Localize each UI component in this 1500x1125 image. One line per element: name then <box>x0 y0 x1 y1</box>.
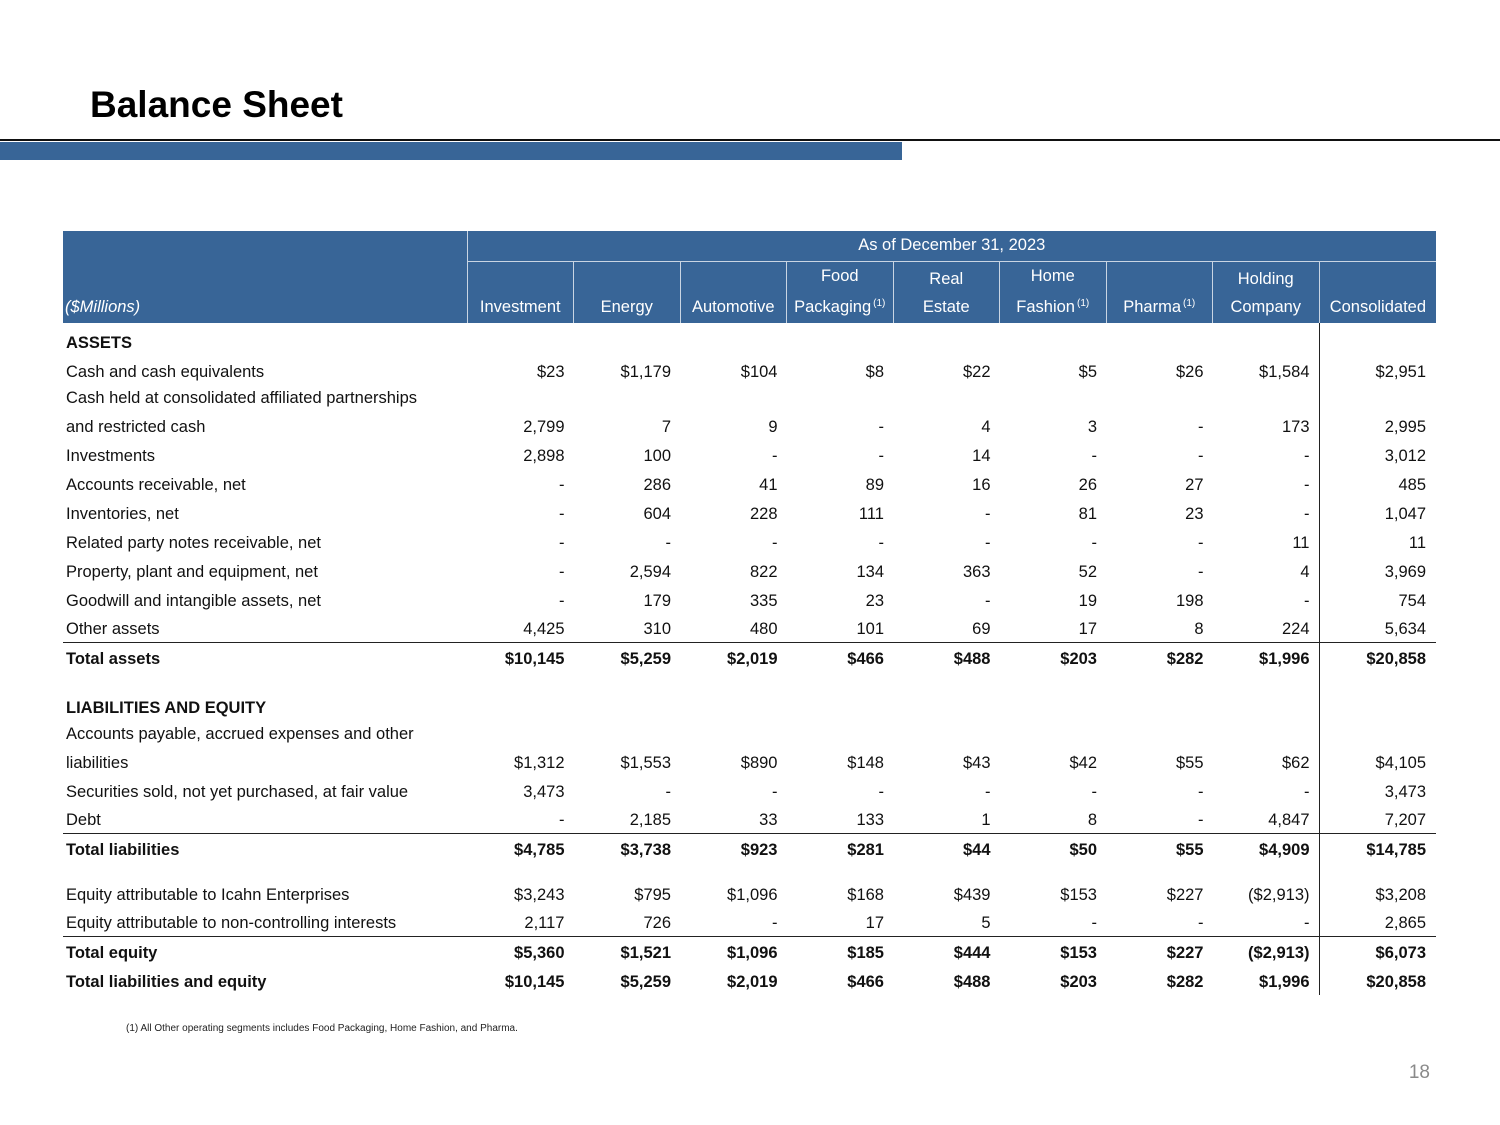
table-cell: 4,847 <box>1268 811 1310 829</box>
row-label: LIABILITIES AND EQUITY <box>66 698 267 717</box>
table-cell: - <box>1091 782 1097 801</box>
table-cell: $1,521 <box>574 937 681 966</box>
table-row <box>63 556 1436 585</box>
table-cell: $6,073 <box>1319 937 1436 966</box>
table-cell: $282 <box>1166 972 1204 991</box>
row-label: and restricted cash <box>66 417 206 436</box>
table-cell: 16 <box>972 475 991 494</box>
table-cell: - <box>1091 446 1097 465</box>
table-cell: - <box>1198 914 1204 932</box>
table-row <box>63 411 1436 440</box>
table-cell: $104 <box>740 362 778 381</box>
table-cell: - <box>985 782 991 801</box>
table-cell: - <box>559 591 565 610</box>
table-cell: 228 <box>749 504 778 523</box>
table-cell: $153 <box>1000 937 1107 966</box>
column-header: Holding Company <box>1213 261 1320 323</box>
table-cell: 604 <box>643 504 671 523</box>
row-label: Equity attributable to Icahn Enterprises <box>66 885 350 904</box>
table-cell: - <box>1198 562 1204 581</box>
table-cell: 23 <box>865 591 884 610</box>
table-cell: $55 <box>1175 753 1204 772</box>
table-cell: - <box>772 533 778 552</box>
table-cell: - <box>1198 533 1204 552</box>
column-header: Automotive <box>680 261 787 323</box>
table-cell: 7 <box>661 417 671 436</box>
table-cell: 5 <box>981 914 991 932</box>
table-cell: 2,898 <box>523 446 565 465</box>
table-cell: - <box>1304 504 1310 523</box>
table-cell: $203 <box>1000 643 1107 672</box>
table-row <box>63 805 1436 834</box>
table-cell: $10,145 <box>467 643 574 672</box>
table-cell: 2,865 <box>1319 908 1436 937</box>
page-title: Balance Sheet <box>90 84 343 125</box>
table-row <box>63 356 1436 385</box>
table-cell: 2,117 <box>524 914 565 932</box>
table-cell: 726 <box>643 914 671 932</box>
table-cell: 310 <box>643 620 671 638</box>
row-label: Investments <box>66 446 155 465</box>
table-cell: 11 <box>1292 533 1310 552</box>
table-cell: $5 <box>1078 362 1097 381</box>
table-cell: 3,473 <box>1319 776 1436 805</box>
table-cell: $444 <box>893 937 1000 966</box>
table-cell: - <box>772 782 778 801</box>
table-cell: - <box>1198 417 1204 436</box>
table-cell: 3,473 <box>523 782 565 801</box>
table-cell: - <box>1304 475 1310 494</box>
table-cell: 754 <box>1319 585 1436 614</box>
table-cell: $5,259 <box>574 643 681 672</box>
table-cell: $3,738 <box>574 834 681 863</box>
table-cell: $203 <box>1060 972 1097 991</box>
table-cell: 4,425 <box>523 620 565 638</box>
table-cell: $23 <box>536 362 565 381</box>
table-cell: $1,096 <box>680 937 787 966</box>
table-row <box>63 834 1436 863</box>
table-cell: ($2,913) <box>1248 885 1310 904</box>
table-cell: $1,584 <box>1259 362 1310 381</box>
header-row-date <box>63 231 1436 261</box>
column-header: Energy <box>574 261 681 323</box>
date-header: As of December 31, 2023 <box>467 231 1436 261</box>
table-cell: $923 <box>680 834 787 863</box>
table-cell: $148 <box>847 753 884 772</box>
table-cell: $153 <box>1060 885 1097 904</box>
header-row-columns <box>63 261 1436 323</box>
table-cell: $227 <box>1166 885 1204 904</box>
table-cell: - <box>1304 782 1310 801</box>
table-cell: 17 <box>1078 620 1097 638</box>
table-cell: 5,634 <box>1319 614 1436 643</box>
row-label: Accounts payable, accrued expenses and other <box>66 724 414 743</box>
table-cell: $1,179 <box>620 362 671 381</box>
table-cell: 363 <box>962 562 991 581</box>
table-cell: 1,047 <box>1319 498 1436 527</box>
table-row <box>63 643 1436 672</box>
table-cell: $14,785 <box>1319 834 1436 863</box>
table-cell: 4 <box>981 417 991 436</box>
table-cell: 9 <box>768 417 778 436</box>
table-body <box>63 323 1436 995</box>
table-cell: $890 <box>740 753 778 772</box>
table-cell: - <box>772 914 778 932</box>
table-cell: $4,909 <box>1213 834 1320 863</box>
table-row <box>63 688 1436 721</box>
table-cell: 14 <box>972 446 991 465</box>
row-label: Equity attributable to non-controlling interests <box>66 914 397 932</box>
table-cell: $439 <box>953 885 991 904</box>
table-cell: 1 <box>981 811 991 829</box>
table-cell: - <box>878 417 884 436</box>
table-cell: $1,996 <box>1259 972 1310 991</box>
table-cell: 111 <box>858 504 884 523</box>
table-cell: - <box>878 446 884 465</box>
page-number: 18 <box>1408 1062 1430 1083</box>
row-label: Total assets <box>63 643 467 672</box>
table-cell: - <box>559 562 565 581</box>
table-cell: $26 <box>1175 362 1204 381</box>
table-cell: 7,207 <box>1319 805 1436 834</box>
column-header: Pharma $^{(1)}$ <box>1106 261 1213 323</box>
table-cell: $22 <box>962 362 991 381</box>
table-cell: $62 <box>1281 753 1310 772</box>
table-cell: $44 <box>893 834 1000 863</box>
table-cell: 335 <box>749 591 778 610</box>
table-cell: $42 <box>1069 753 1097 772</box>
table-cell: 52 <box>1078 562 1097 581</box>
table-cell: - <box>985 591 991 610</box>
table-row <box>63 614 1436 643</box>
table-cell: 19 <box>1078 591 1097 610</box>
table-cell: 3 <box>1087 417 1097 436</box>
row-label: Goodwill and intangible assets, net <box>66 591 321 610</box>
table-cell: 26 <box>1078 475 1097 494</box>
column-header: Food Packaging $^{(1)}$ <box>787 261 894 323</box>
table-row <box>63 585 1436 614</box>
table-cell: $2,951 <box>1319 356 1436 385</box>
table-cell: $282 <box>1106 643 1213 672</box>
column-header: Consolidated <box>1319 261 1436 323</box>
table-row <box>63 469 1436 498</box>
table-cell: $20,858 <box>1319 966 1436 995</box>
balance-sheet-table <box>63 231 1436 995</box>
table-cell: - <box>1091 533 1097 552</box>
table-cell: 8 <box>1087 811 1097 829</box>
table-cell: $281 <box>787 834 894 863</box>
table-cell: - <box>559 533 565 552</box>
table-row <box>63 937 1436 966</box>
row-label: liabilities <box>66 753 129 772</box>
table-cell: 2,799 <box>523 417 565 436</box>
table-cell: - <box>559 475 565 494</box>
table-cell: $1,996 <box>1213 643 1320 672</box>
column-header: Home Fashion $^{(1)}$ <box>1000 261 1107 323</box>
column-header: Investment <box>467 261 574 323</box>
table-cell: - <box>1304 914 1310 932</box>
table-cell: - <box>1198 811 1204 829</box>
table-cell: 69 <box>972 620 991 638</box>
table-cell: 2,995 <box>1319 411 1436 440</box>
row-label: Total equity <box>63 937 467 966</box>
table-cell: - <box>878 782 884 801</box>
table-row <box>63 879 1436 908</box>
row-label: Total liabilities and equity <box>66 972 267 991</box>
table-cell: $1,096 <box>727 885 778 904</box>
table-cell: - <box>559 504 565 523</box>
table-cell: 17 <box>865 914 884 932</box>
table-cell: 286 <box>643 475 671 494</box>
table-cell: 179 <box>643 591 671 610</box>
title-rule <box>0 139 1500 141</box>
table-cell: $795 <box>634 885 671 904</box>
table-cell: - <box>1304 446 1310 465</box>
table-cell: $2,019 <box>727 972 778 991</box>
row-label: Inventories, net <box>66 504 179 523</box>
row-label: Cash held at consolidated affiliated partnerships <box>66 388 418 407</box>
table-row <box>63 776 1436 805</box>
table-cell: - <box>665 782 671 801</box>
table-cell: $168 <box>847 885 884 904</box>
table-row <box>63 323 1436 356</box>
table-cell: 27 <box>1185 475 1204 494</box>
table-cell: - <box>772 446 778 465</box>
units-label: ($Millions) <box>63 261 467 323</box>
table-cell: 3,012 <box>1319 440 1436 469</box>
row-label: Total liabilities <box>63 834 467 863</box>
table-cell: $3,208 <box>1319 879 1436 908</box>
table-row <box>63 747 1436 776</box>
table-cell: 134 <box>856 562 884 581</box>
table-cell: - <box>985 504 991 523</box>
table-cell: $488 <box>893 643 1000 672</box>
table-cell: $227 <box>1106 937 1213 966</box>
table-cell: 41 <box>759 475 778 494</box>
table-cell: 101 <box>856 620 884 638</box>
table-cell: - <box>985 533 991 552</box>
table-row <box>63 908 1436 937</box>
table-row <box>63 966 1436 995</box>
table-cell: 33 <box>759 811 778 829</box>
table-cell: 224 <box>1281 620 1310 638</box>
table-cell: $3,243 <box>514 885 565 904</box>
table-cell: $10,145 <box>504 972 565 991</box>
table-cell: $4,105 <box>1319 747 1436 776</box>
table-cell: 480 <box>749 620 778 638</box>
table-cell: - <box>1091 914 1097 932</box>
row-label: Cash and cash equivalents <box>66 362 265 381</box>
row-label: Accounts receivable, net <box>66 475 246 494</box>
table-cell: $466 <box>847 972 884 991</box>
table-cell: $2,019 <box>680 643 787 672</box>
table-cell: - <box>878 533 884 552</box>
table-cell: 822 <box>749 562 778 581</box>
table-cell: $4,785 <box>467 834 574 863</box>
table-cell: $1,312 <box>514 753 565 772</box>
table-cell: 89 <box>865 475 884 494</box>
table-row <box>63 527 1436 556</box>
column-header: Real Estate <box>893 261 1000 323</box>
table-cell: 3,969 <box>1319 556 1436 585</box>
row-label: Related party notes receivable, net <box>66 533 321 552</box>
table-cell: 2,185 <box>629 811 671 829</box>
table-cell: - <box>559 811 565 829</box>
table-cell: $5,259 <box>620 972 671 991</box>
table-row <box>63 385 1436 411</box>
table-cell: 11 <box>1319 527 1436 556</box>
table-cell: - <box>1198 782 1204 801</box>
row-label: Debt <box>66 811 101 829</box>
table-cell: $488 <box>953 972 991 991</box>
table-cell: $8 <box>865 362 884 381</box>
table-cell: 8 <box>1194 620 1204 638</box>
table-cell: 100 <box>643 446 671 465</box>
title-accent-bar <box>0 142 902 160</box>
table-cell: 23 <box>1185 504 1204 523</box>
table-row <box>63 440 1436 469</box>
table-row <box>63 721 1436 747</box>
table-cell: $55 <box>1106 834 1213 863</box>
row-label: Property, plant and equipment, net <box>66 562 318 581</box>
table-cell: $20,858 <box>1319 643 1436 672</box>
table-cell: $1,553 <box>620 753 671 772</box>
table-cell: $43 <box>962 753 991 772</box>
table-cell: $466 <box>787 643 894 672</box>
row-label: Securities sold, not yet purchased, at fair value <box>66 782 409 801</box>
table-cell: 81 <box>1078 504 1097 523</box>
table-cell: 485 <box>1319 469 1436 498</box>
table-cell: - <box>1198 446 1204 465</box>
table-cell: - <box>665 533 671 552</box>
table-cell: 2,594 <box>629 562 671 581</box>
table-cell: 4 <box>1300 562 1310 581</box>
table-cell: $5,360 <box>467 937 574 966</box>
table-cell: 173 <box>1281 417 1310 436</box>
table-cell: ($2,913) <box>1213 937 1320 966</box>
table-cell: 133 <box>856 811 884 829</box>
table-row <box>63 498 1436 527</box>
row-label: Other assets <box>66 620 160 638</box>
table-cell: - <box>1304 591 1310 610</box>
table-cell: $185 <box>787 937 894 966</box>
table-cell: 198 <box>1175 591 1204 610</box>
table-cell: $50 <box>1000 834 1107 863</box>
footnote: (1) All Other operating segments includes Food Packaging, Home Fashion, and Pharma. <box>126 1023 518 1034</box>
row-label: ASSETS <box>66 333 133 352</box>
